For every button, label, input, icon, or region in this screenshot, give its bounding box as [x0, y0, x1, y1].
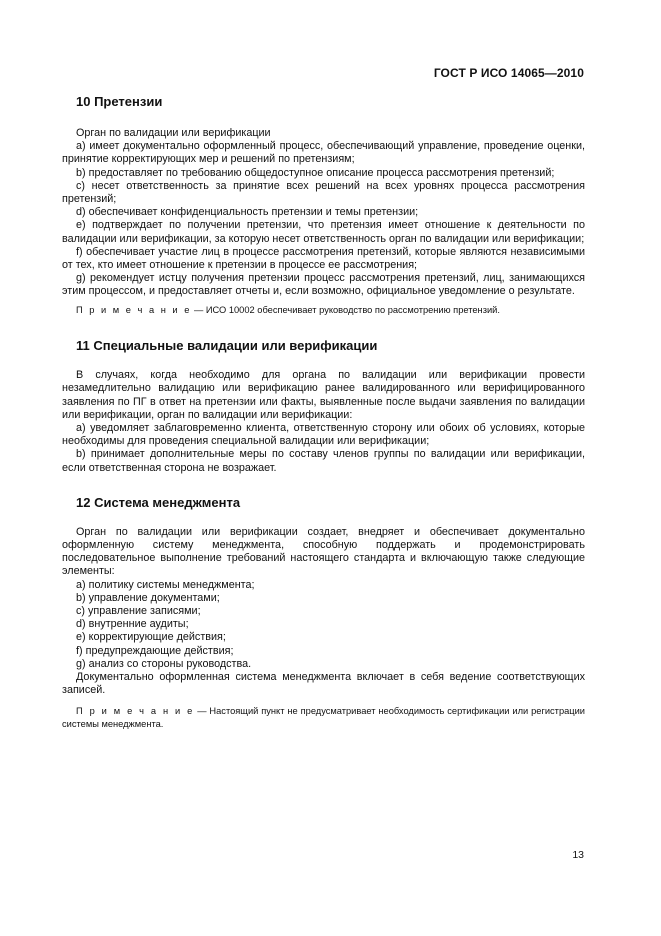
list-item: f) предупреждающие действия; [76, 644, 234, 657]
page-content [62, 94, 585, 730]
list-item: f) обеспечивает участие лиц в процессе рассмотрения претензий, которые являются независимыми от тех, кто имеет отношение к претензии в процессе ее рассмотрения; [62, 245, 585, 272]
document-code-header: ГОСТ Р ИСО 14065—2010 [433, 66, 584, 80]
paragraph: Документально оформленная система менеджмента включает в себя ведение соответствующих записей. [62, 671, 585, 697]
list-item: d) обеспечивает конфиденциальность претензии и темы претензии; [76, 206, 419, 219]
list-item: e) подтверждает по получении претензии, что претензия имеет отношение к деятельности по валидации или верификации, за которую несет ответственность орган по валидации или верификации; [62, 219, 585, 245]
note [62, 705, 585, 730]
list-item: d) внутренние аудиты; [76, 618, 189, 631]
list-item: g) анализ со стороны руководства. [76, 657, 252, 670]
section-title: 12 Система менеджмента [76, 494, 241, 510]
note-label: П р и м е ч а н и е [76, 304, 192, 315]
list-item: c) несет ответственность за принятие всех решений на всех уровнях процесса рассмотрения претензий; [62, 179, 585, 206]
list-item: g) рекомендует истцу получения претензии процесс рассмотрения претензий, лиц, занимающихся этим процессом, и предоставляет отчеты и, если возможно, официальное уведомление о результате. [62, 272, 585, 298]
paragraph: Орган по валидации или верификации [76, 127, 271, 139]
section-12 [62, 495, 585, 731]
paragraph: Орган по валидации или верификации создает, внедряет и обеспечивает документально оформленную систему менеджмента, способную поддержать и продемонстрировать последовательное выполнение требований настоящего стандарта и включающую также следующие элементы: [62, 525, 585, 578]
note-text: — Настоящий пункт не предусматривает необходимость сертификации или регистрации системы менеджмента. [62, 706, 585, 729]
section-10 [62, 94, 585, 316]
note-text: — ИСО 10002 обеспечивает руководство по рассмотрению претензий. [191, 304, 500, 315]
section-title: 11 Специальные валидации или верификации [76, 338, 378, 354]
list-item: e) корректирующие действия; [76, 631, 226, 644]
list-item: a) политику системы менеджмента; [76, 578, 255, 591]
paragraph: В случаях, когда необходимо для органа по валидации или верификации провести незамедлительно валидацию или верификацию ранее валидированного или верифицированного заявления по ПГ в ответ на претензии или факты, выявленные после выдачи заявления по валидации или верификации, орган по валидации или верификации: [62, 369, 585, 421]
list-item: b) принимает дополнительные меры по составу членов группы по валидации или верификации, если ответственная сторона не возражает. [62, 448, 585, 474]
list-item: c) управление записями; [76, 604, 201, 617]
list-item: a) имеет документально оформленный процесс, обеспечивающий управление, проведение оценки, принятие корректирующих мер и решений по претензиям; [62, 140, 585, 166]
note [62, 304, 585, 317]
section-title: 10 Претензии [76, 94, 163, 109]
list-item: b) управление документами; [76, 591, 220, 604]
note-label: П р и м е ч а н и е [76, 706, 195, 717]
list-item: b) предоставляет по требованию общедоступное описание процесса рассмотрения претензий; [76, 166, 555, 179]
page-number: 13 [572, 849, 584, 861]
list-item: a) уведомляет заблаговременно клиента, ответственную сторону или обоих об условиях, которые необходимы для проведения специальной валидации или верификации; [62, 421, 585, 448]
section-11 [62, 338, 585, 475]
